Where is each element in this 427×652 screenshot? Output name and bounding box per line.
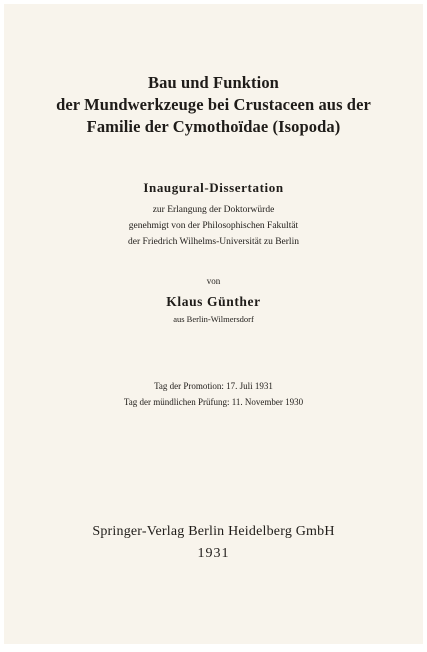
publication-year: 1931 — [197, 546, 230, 561]
title-page — [4, 4, 423, 644]
dissertation-block — [4, 180, 423, 250]
title-line-2: der Mundwerkzeuge bei Crustaceen aus der — [56, 95, 371, 114]
promotion-date: Tag der Promotion: 17. Juli 1931 — [154, 381, 273, 391]
book-title — [4, 72, 423, 138]
author-origin: aus Berlin-Wilmersdorf — [173, 314, 254, 324]
dissertation-line-3: der Friedrich Wilhelms-Universität zu Berlin — [128, 237, 299, 247]
title-line-1: Bau und Funktion — [148, 73, 279, 92]
exam-date: Tag der mündlichen Prüfung: 11. November 1930 — [123, 397, 304, 407]
von-text: von — [206, 276, 221, 286]
publisher-name: Springer-Verlag Berlin Heidelberg GmbH — [92, 524, 335, 539]
title-line-3: Familie der Cymothoïdae (Isopoda) — [86, 117, 341, 136]
author-name: Klaus Günther — [166, 294, 261, 309]
dissertation-line-2: genehmigt von der Philosophischen Fakultät — [128, 221, 299, 231]
dates-block — [4, 378, 423, 410]
dissertation-heading: Inaugural-Dissertation — [143, 180, 284, 195]
dissertation-line-1: zur Erlangung der Doktorwürde — [152, 205, 275, 215]
